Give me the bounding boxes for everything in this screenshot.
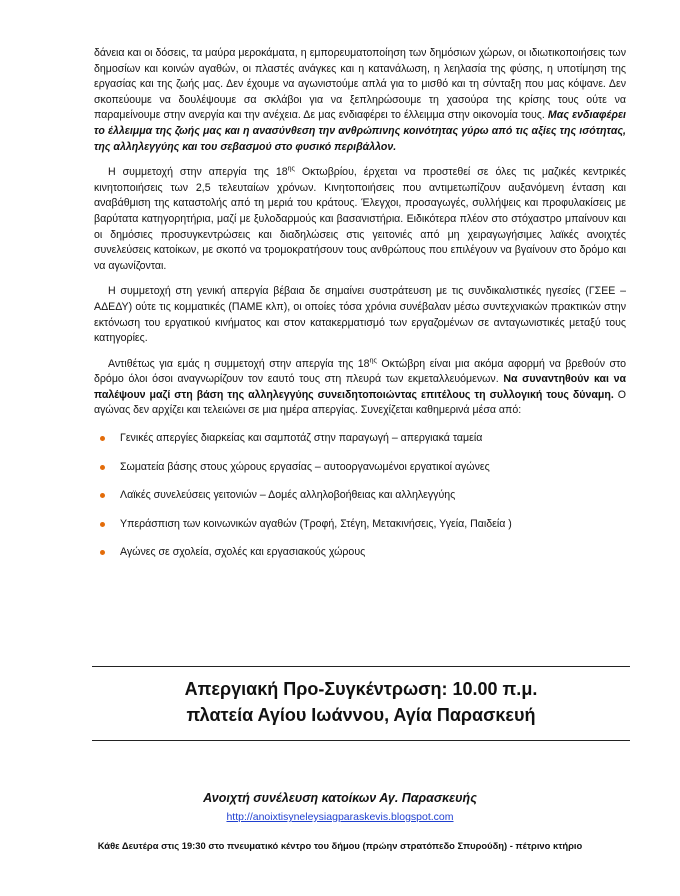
- paragraph-1: [94, 46, 626, 155]
- bullet-icon: [100, 550, 105, 555]
- bullet-icon: [100, 493, 105, 498]
- paragraph-4-text: Αντιθέτως για εμάς η συμμετοχή στην απεργία της 18: [108, 357, 370, 370]
- list-item-text: Υπεράσπιση των κοινωνικών αγαθών (Τροφή, Στέγη, Μετακινήσεις, Υγεία, Παιδεία ): [120, 517, 512, 530]
- rally-banner: [92, 676, 630, 728]
- list-item: [94, 460, 626, 489]
- blog-link[interactable]: http://anoixtisyneleysiagparaskevis.blogspot.com: [226, 811, 454, 823]
- organization-name: Ανοιχτή συνέλευση κατοίκων Αγ. Παρασκευής: [203, 791, 477, 805]
- bullet-icon: [100, 436, 105, 441]
- paragraph-4-emphasis: Να συναντηθούν και να παλέψουν μαζί στη βάση της αλληλεγγύης συνειδητοποιώντας επιτέλους τη συλλογική τους δύναμη.: [94, 373, 627, 401]
- paragraph-2-text-rest: Οκτωβρίου, έρχεται να προστεθεί σε όλες τις μαζικές κεντρικές κινητοποιήσεις των 2,5 τελευταίων χρόνων. Κινητοποιήσεις που αντιμετωπίζουν αυξανόμενη ένταση και αναβάθμιση της καταστολής από τη μεριά του κράτους. Έλεγχοι, προσαγωγές, συλλήψεις και προφυλακίσεις με βαρύτατα κατηγορητήρια, μαζί με ξυλοδαρμούς και βασανιστήρια. Ειδικότερα πλέον στο στόχαστρο μπαίνουν και οι δημόσιες προσυγκεντρώσεις και διαδηλώσεις στις γειτονιές από μη χειραγωγήσιμες λαϊκές ανοιχτές συνελεύσεις κατοίκων, με σκοπό να τρομοκρατήσουν τους ανθρώπους που επιλέγουν να βγαίνουν στο δρόμο και να αγωνίζονται.: [94, 166, 626, 272]
- list-item: [94, 545, 626, 574]
- bullet-icon: [100, 522, 105, 527]
- ordinal-suffix: ης: [369, 357, 377, 365]
- banner-line-2: πλατεία Αγίου Ιωάννου, Αγία Παρασκευή: [186, 705, 536, 725]
- banner-bottom-divider: [92, 740, 630, 741]
- list-item: [94, 488, 626, 517]
- list-item-text: Αγώνες σε σχολεία, σχολές και εργασιακούς χώρους: [120, 546, 366, 559]
- list-item: [94, 431, 626, 460]
- banner-line-1: Απεργιακή Προ-Συγκέντρωση: 10.00 π.μ.: [184, 679, 538, 699]
- ordinal-suffix: ης: [287, 165, 295, 173]
- bullet-icon: [100, 465, 105, 470]
- paragraph-2-text: Η συμμετοχή στην απεργία της 18: [108, 166, 288, 179]
- paragraph-1-text: δάνεια και οι δόσεις, τα μαύρα μεροκάματα, η εμπορευματοποίηση των δημόσιων χώρων, οι ιδιωτικοποιήσεις των δημοσίων και κοινών αγαθών, οι πλαστές ανάγκες και η κατανάλωση, η λεηλασία της φύσης, η υποτίμηση της εργασίας και της ζωής μας. Δεν έχουμε να αγωνιστούμε απλά για το μισθό και τη σύνταξη που μας κόψανε. Δεν σκοπεύουμε να δουλέψουμε σα σκλάβοι για να ξεπληρώσουμε τη χασούρα της κρίσης τους ούτε να παραμείνουμε στην ανεργία και την ανέχεια. Δε μας ενδιαφέρει το έλλειμμα στην οικονομία τους.: [94, 47, 626, 122]
- paragraph-4: [94, 357, 626, 419]
- list-item-text: Λαϊκές συνελεύσεις γειτονιών – Δομές αλληλοβοήθειας και αλληλεγγύης: [120, 489, 456, 502]
- article-body: [94, 46, 626, 574]
- list-item-text: Γενικές απεργίες διαρκείας και σαμποτάζ στην παραγωγή – απεργιακά ταμεία: [120, 432, 483, 445]
- banner-top-divider: [92, 666, 630, 667]
- footer: [40, 790, 640, 852]
- paragraph-4-text-rest: Οκτώβρη είναι μια ακόμα αφορμή να βρεθούν στο δρόμο όλοι όσοι αναγνωρίζουν τον εαυτό τους στη πλευρά των εκμεταλλευόμενων.: [94, 357, 626, 386]
- bullet-list: [94, 431, 626, 574]
- paragraph-4-closing: Ο αγώνας δεν αρχίζει και τελειώνει σε μια ημέρα απεργίας. Συνεχίζεται καθημερινά μέσα από:: [94, 388, 626, 417]
- list-item: [94, 517, 626, 546]
- paragraph-3-text: Η συμμετοχή στη γενική απεργία βέβαια δε σημαίνει συστράτευση με τις συνδικαλιστικές ηγεσίες (ΓΣΕΕ – ΑΔΕΔΥ) ούτε τις κομματικές (ΠΑΜΕ κλπ), οι οποίες τόσα χρόνια συνέβαλαν μέσω συντεχνιακών πρακτικών στην εκτόνωση του εργατικού κινήματος και στον κατακερματισμό των εργαζομένων σε ανταγωνιστικές μεταξύ τους κατηγορίες.: [94, 285, 626, 345]
- meeting-schedule: Κάθε Δευτέρα στις 19:30 στο πνευματικό κέντρο του δήμου (πρώην στρατόπεδο Σπυρούδη) - πέτρινο κτήριο: [97, 840, 583, 851]
- list-item-text: Σωματεία βάσης στους χώρους εργασίας – αυτοοργανωμένοι εργατικοί αγώνες: [120, 460, 490, 473]
- paragraph-3: [94, 284, 626, 346]
- paragraph-2: [94, 165, 626, 274]
- paragraph-1-emphasis: Μας ενδιαφέρει το έλλειμμα της ζωής μας και η ανασύνθεση την ανθρώπινης κοινότητας γύρω από τις αξίες της ισότητας, της αλληλεγγύης και του σεβασμού στο φυσικό περιβάλλον.: [94, 109, 626, 153]
